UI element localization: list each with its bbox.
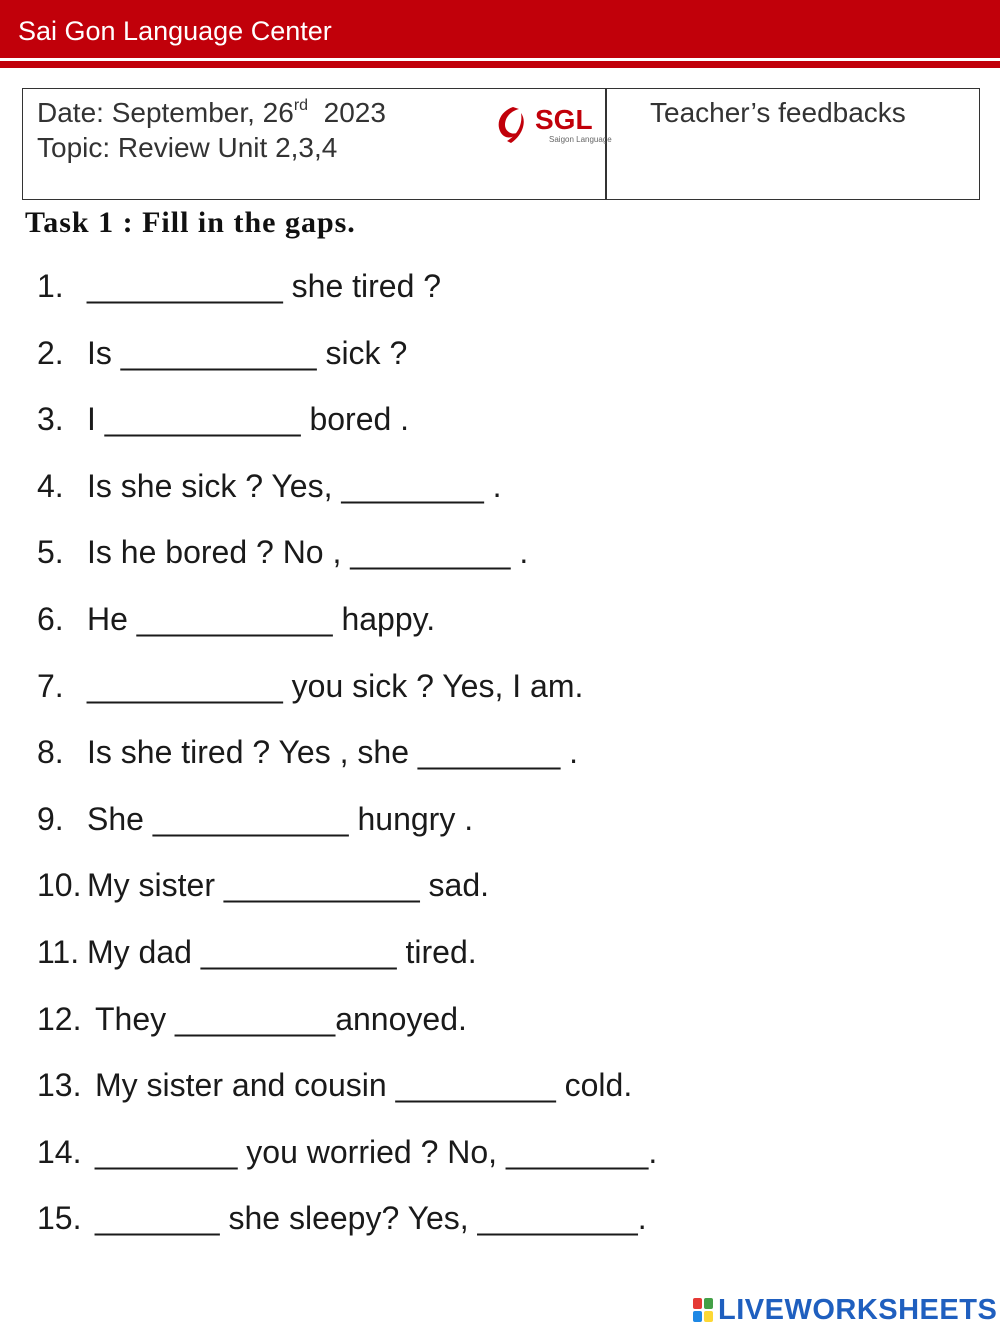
question-item[interactable] bbox=[0, 728, 960, 795]
question-text: ________ you worried ? No, ________. bbox=[95, 1133, 658, 1170]
task-heading: Task 1 : Fill in the gaps. bbox=[25, 206, 356, 239]
logo-swoosh-icon bbox=[499, 107, 519, 138]
question-text: Is he bored ? No , _________ . bbox=[87, 534, 529, 571]
feedback-box[interactable] bbox=[606, 88, 980, 200]
question-number: 1. bbox=[37, 268, 64, 304]
question-item[interactable] bbox=[0, 1061, 960, 1128]
question-text: He ___________ happy. bbox=[87, 600, 436, 637]
question-text: I ___________ bored . bbox=[87, 401, 410, 438]
question-item[interactable] bbox=[0, 662, 960, 729]
question-item[interactable] bbox=[0, 595, 960, 662]
question-item[interactable] bbox=[0, 395, 960, 462]
question-text: ___________ she tired ? bbox=[87, 268, 442, 304]
sgl-logo bbox=[493, 95, 612, 151]
question-number: 13. bbox=[37, 1067, 82, 1104]
question-text: Is she tired ? Yes , she ________ . bbox=[87, 734, 579, 771]
question-item[interactable] bbox=[0, 928, 960, 995]
question-text: My dad ___________ tired. bbox=[87, 933, 477, 970]
question-number: 12. bbox=[37, 1000, 82, 1037]
question-text: ___________ you sick ? Yes, I am. bbox=[87, 667, 584, 704]
date-year: 2023 bbox=[323, 97, 386, 128]
question-number: 5. bbox=[37, 534, 64, 571]
question-number: 7. bbox=[37, 667, 64, 704]
question-list bbox=[0, 262, 960, 1261]
info-box bbox=[22, 88, 612, 200]
header-rule bbox=[0, 61, 1000, 68]
question-number: 11. bbox=[37, 933, 80, 970]
question-item[interactable] bbox=[0, 1128, 960, 1195]
question-text: My sister and cousin _________ cold. bbox=[95, 1067, 633, 1104]
date-line bbox=[37, 97, 386, 129]
question-item[interactable] bbox=[0, 861, 960, 928]
question-number: 10. bbox=[37, 867, 82, 904]
topic-line: Topic: Review Unit 2,3,4 bbox=[37, 132, 338, 163]
logo-text: SGL bbox=[535, 104, 593, 135]
question-text: They _________annoyed. bbox=[95, 1000, 467, 1037]
question-number: 4. bbox=[37, 467, 64, 504]
date-suffix: rd bbox=[293, 97, 309, 114]
question-text: Is she sick ? Yes, ________ . bbox=[87, 467, 502, 504]
question-text: Is ___________ sick ? bbox=[87, 334, 408, 371]
question-item[interactable] bbox=[0, 262, 960, 329]
watermark-text: LIVEWORKSHEETS bbox=[718, 1293, 998, 1326]
question-item[interactable] bbox=[0, 329, 960, 396]
liveworksheets-logo-icon bbox=[692, 1297, 714, 1323]
question-number: 6. bbox=[37, 600, 64, 637]
question-item[interactable] bbox=[0, 528, 960, 595]
question-item[interactable] bbox=[0, 462, 960, 529]
question-text: She ___________ hungry . bbox=[87, 800, 474, 837]
date-text: Date: September, 26 bbox=[37, 97, 294, 128]
question-number: 9. bbox=[37, 800, 64, 837]
question-item[interactable] bbox=[0, 995, 960, 1062]
liveworksheets-watermark[interactable] bbox=[692, 1294, 997, 1326]
question-item[interactable] bbox=[0, 1194, 960, 1261]
question-number: 14. bbox=[37, 1133, 82, 1170]
feedback-label: Teacher’s feedbacks bbox=[650, 97, 906, 128]
question-item[interactable] bbox=[0, 795, 960, 862]
header-title: Sai Gon Language Center bbox=[18, 16, 332, 46]
question-text: _______ she sleepy? Yes, _________. bbox=[95, 1200, 647, 1237]
logo-subtext: Saigon Language bbox=[549, 135, 612, 144]
question-number: 8. bbox=[37, 734, 64, 771]
question-text: My sister ___________ sad. bbox=[87, 867, 490, 904]
question-number: 3. bbox=[37, 401, 64, 438]
question-number: 15. bbox=[37, 1200, 82, 1237]
question-number: 2. bbox=[37, 334, 64, 371]
